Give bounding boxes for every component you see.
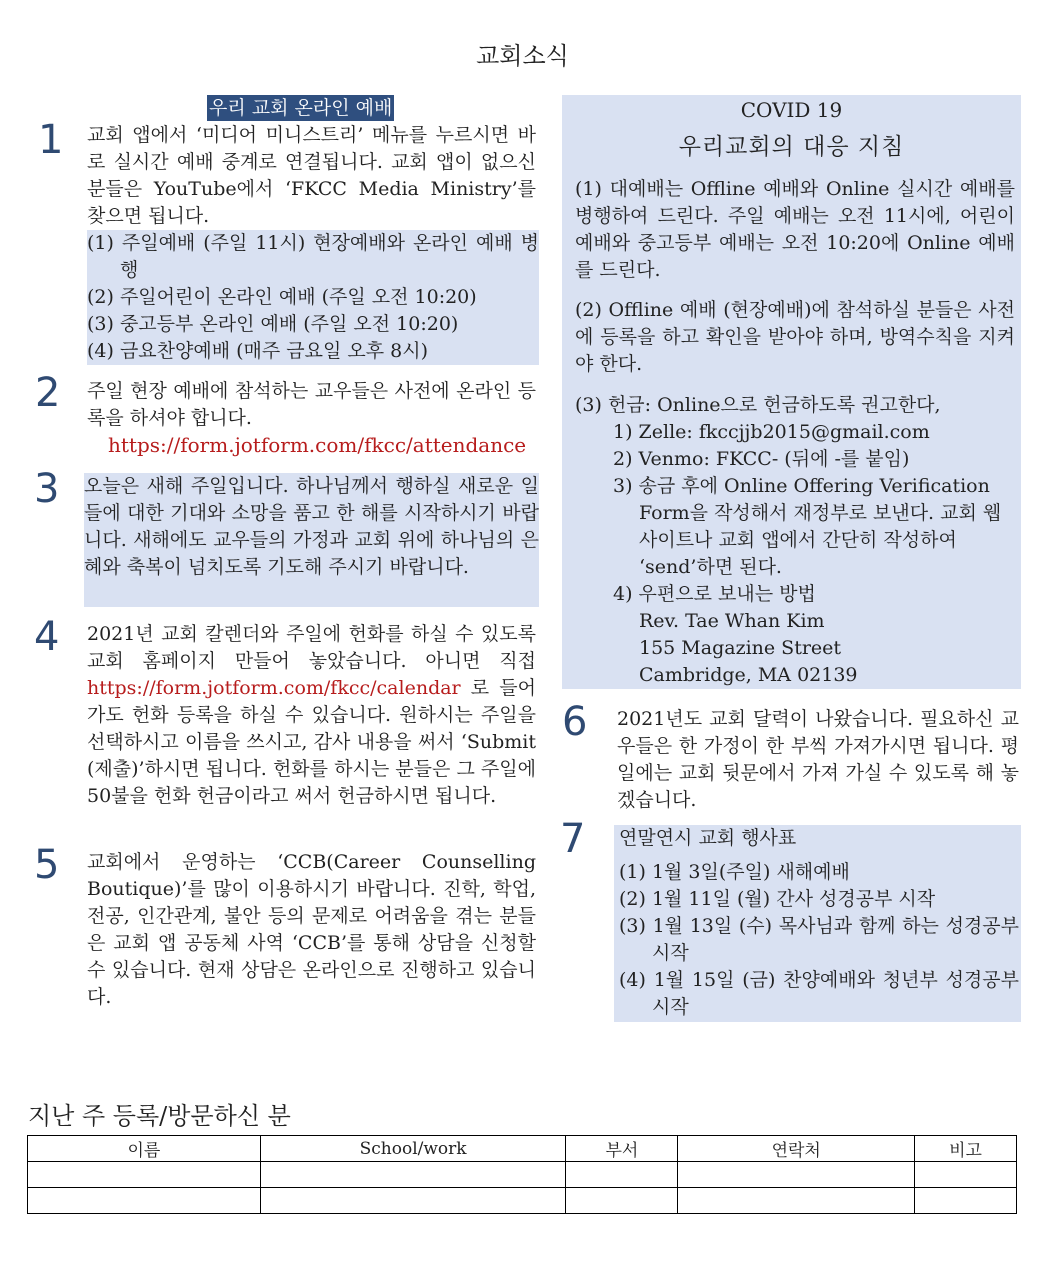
- table-cell: [915, 1188, 1017, 1214]
- attendance-link[interactable]: https://form.jotform.com/fkcc/attendance: [108, 433, 527, 457]
- table-cell: [260, 1188, 566, 1214]
- covid-offering-list: [575, 419, 1015, 608]
- covid-offering-heading: (3) 헌금: Online으로 헌금하도록 권고한다,: [575, 394, 941, 416]
- table-cell: [28, 1188, 261, 1214]
- covid-title: COVID 19: [740, 98, 843, 122]
- table-cell: [566, 1162, 678, 1188]
- list-item: (3) 1월 13일 (수) 목사님과 함께 하는 성경공부 시작: [619, 915, 1019, 964]
- table-row: [28, 1188, 1017, 1214]
- section-1-list: [87, 230, 539, 365]
- list-item: 2) Venmo: FKCC- (뒤에 -를 붙임): [613, 448, 910, 470]
- column-header-notes: 비고: [915, 1136, 1017, 1162]
- visitors-table: [27, 1135, 1017, 1214]
- table-cell: [28, 1162, 261, 1188]
- section-5-body: 교회에서 운영하는 ‘CCB(Career Counselling Boutique)’를 많이 이용하시기 바랍니다. 진학, 학업, 전공, 인간관계, 불안 등의 문제로 어려움을 겪는 분들은 교회 앱 공동체 사역 ‘CCB’를 통해 상담을 신청할 수 있습니다. 현재 상담은 온라인으로 진행하고 있습니다.: [87, 851, 536, 1008]
- column-header-contact: 연락처: [678, 1136, 915, 1162]
- mailing-address: [575, 608, 1015, 689]
- list-item: (1) 1월 3일(주일) 새해예배: [619, 861, 850, 883]
- list-item: (4) 1월 15일 (금) 찬양예배와 청년부 성경공부 시작: [619, 969, 1019, 1018]
- section-1-list-box: [87, 230, 539, 365]
- section-number-2: 2: [35, 370, 61, 416]
- table-cell: [260, 1162, 566, 1188]
- covid-paragraph-2: (2) Offline 예배 (현장예배)에 참석하실 분들은 사전에 등록을 하고 확인을 받아야 하며, 방역수칙을 지켜야 한다.: [575, 299, 1015, 375]
- section-number-1: 1: [38, 117, 64, 163]
- section-4-text-before: 2021년 교회 칼렌더와 주일에 헌화를 하실 수 있도록 교회 홈페이지 만들어 놓았습니다. 아니면 직접: [87, 623, 536, 672]
- column-header-department: 부서: [566, 1136, 678, 1162]
- section-4-body: [87, 621, 536, 810]
- section-7-title: 연말연시 교회 행사표: [619, 827, 797, 849]
- list-item: (3) 중고등부 온라인 예배 (주일 오전 10:20): [87, 313, 459, 335]
- table-cell: [915, 1162, 1017, 1188]
- section-number-3: 3: [34, 466, 60, 512]
- covid-subtitle: 우리교회의 대응 지침: [678, 134, 905, 160]
- list-item: (2) 주일어린이 온라인 예배 (주일 오전 10:20): [87, 286, 477, 308]
- section-7-box: [614, 825, 1021, 1022]
- column-header-school-work: School/work: [260, 1136, 566, 1162]
- section-7-list: [619, 859, 1019, 1021]
- list-item: 3) 송금 후에 Online Offering Verification Form을 작성해서 재정부로 보낸다. 교회 웹사이트나 교회 앱에서 간단히 작성하여 ‘send’하면 된다.: [613, 475, 1002, 578]
- covid-paragraph-1: (1) 대예배는 Offline 예배와 Online 실시간 예배를 병행하여 드린다. 주일 예배는 오전 11시에, 어린이 예배와 중고등부 예배는 오전 10:20에 Online 예배를 드린다.: [575, 178, 1015, 281]
- list-item: 1) Zelle: fkccjjb2015@gmail.com: [613, 421, 930, 443]
- list-item: (4) 금요찬양예배 (매주 금요일 오후 8시): [87, 340, 428, 362]
- address-line: Cambridge, MA 02139: [639, 664, 858, 686]
- section-number-6: 6: [562, 699, 588, 745]
- covid-paragraph-3: [575, 392, 1015, 689]
- section-number-5: 5: [34, 842, 60, 888]
- section-3-body: 오늘은 새해 주일입니다. 하나님께서 행하실 새로운 일들에 대한 기대와 소망을 품고 한 해를 시작하시기 바랍니다. 새해에도 교우들의 가정과 교회 위에 하나님의 은혜와 축복이 넘치도록 기도해 주시기 바랍니다.: [84, 473, 539, 607]
- visitors-title: 지난 주 등록/방문하신 분: [28, 1102, 291, 1130]
- section-number-4: 4: [34, 614, 60, 660]
- table-row: [28, 1162, 1017, 1188]
- section-number-7: 7: [560, 816, 586, 862]
- table-header-row: [28, 1136, 1017, 1162]
- table-cell: [678, 1188, 915, 1214]
- section-6-body: 2021년도 교회 달력이 나왔습니다. 필요하신 교우들은 한 가정이 한 부씩 가져가시면 됩니다. 평일에는 교회 뒷문에서 가져 가실 수 있도록 해 놓겠습니다.: [617, 708, 1019, 811]
- section-1-body: 교회 앱에서 ‘미디어 미니스트리’ 메뉴를 누르시면 바로 실시간 예배 중계로 연결됩니다. 교회 앱이 없으신 분들은 YouTube에서 ‘FKCC Media Ministry’를 찾으면 됩니다.: [87, 124, 536, 227]
- covid-guidelines-box: [562, 95, 1021, 689]
- page-title: 교회소식: [476, 42, 569, 70]
- calendar-link[interactable]: https://form.jotform.com/fkcc/calendar: [87, 677, 461, 699]
- section-1-heading: 우리 교회 온라인 예배: [209, 97, 393, 119]
- table-cell: [566, 1188, 678, 1214]
- address-line: Rev. Tae Whan Kim: [639, 610, 825, 632]
- section-4-text-after: 로 들어가도 헌화 등록을 하실 수 있습니다. 원하시는 주일을 선택하시고 이름을 쓰시고, 감사 내용을 써서 ‘Submit (제출)’하시면 됩니다. 헌화를 하시는 분들은 그 주일에 50불을 헌화 헌금이라고 써서 헌금하시면 됩니다.: [87, 677, 536, 807]
- list-item: (2) 1월 11일 (월) 간사 성경공부 시작: [619, 888, 936, 910]
- section-2-body: 주일 현장 예배에 참석하는 교우들은 사전에 온라인 등록을 하셔야 합니다.: [87, 380, 536, 429]
- list-item: (1) 주일예배 (주일 11시) 현장예배와 온라인 예배 병행: [87, 232, 539, 281]
- column-header-name: 이름: [28, 1136, 261, 1162]
- address-line: 155 Magazine Street: [639, 637, 842, 659]
- table-cell: [678, 1162, 915, 1188]
- list-item: 4) 우편으로 보내는 방법: [613, 583, 816, 605]
